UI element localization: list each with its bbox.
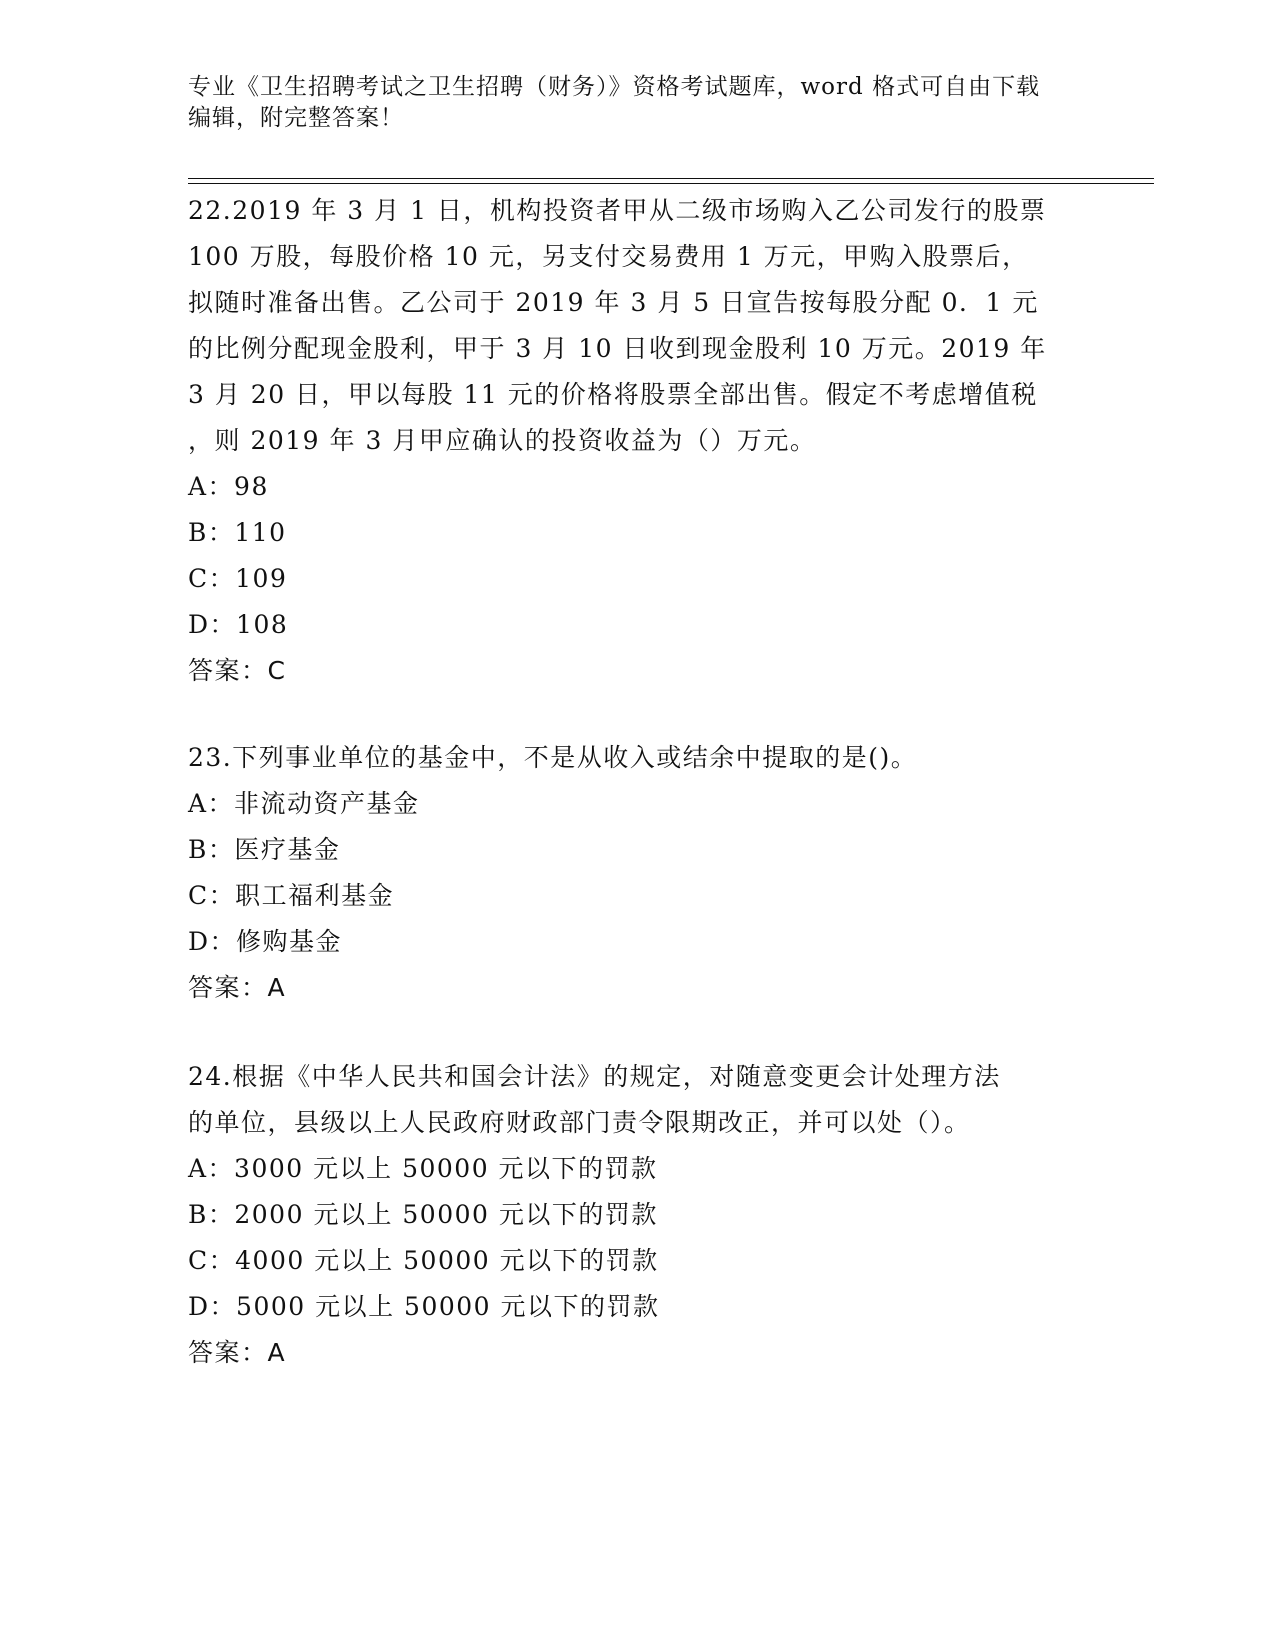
question-23 — [188, 735, 1088, 1011]
option-b: B：110 — [188, 518, 287, 547]
question-stem — [188, 188, 1088, 464]
option-a: A：3000 元以上 50000 元以下的罚款 — [188, 1154, 658, 1183]
question-stem — [188, 1054, 1088, 1146]
stem-line: 的比例分配现金股利，甲于 3 月 10 日收到现金股利 10 万元。2019 年 — [188, 334, 1047, 363]
header-divider-top — [188, 178, 1154, 179]
stem-line: 3 月 20 日，甲以每股 11 元的价格将股票全部出售。假定不考虑增值税 — [188, 380, 1038, 409]
option-a: A：非流动资产基金 — [188, 789, 420, 818]
answer-line: 答案：C — [188, 656, 287, 685]
stem-line: 拟随时准备出售。乙公司于 2019 年 3 月 5 日宣告按每股分配 0．1 元 — [188, 288, 1039, 317]
stem-line: 24.根据《中华人民共和国会计法》的规定，对随意变更会计处理方法 — [188, 1062, 1001, 1091]
answer-line: 答案：A — [188, 1338, 287, 1367]
header-line-1: 专业《卫生招聘考试之卫生招聘（财务）》资格考试题库，word 格式可自由下载 — [188, 74, 1041, 100]
stem-line: 23.下列事业单位的基金中，不是从收入或结余中提取的是()。 — [188, 743, 918, 772]
question-24 — [188, 1054, 1088, 1376]
option-c: C：109 — [188, 564, 288, 593]
option-d: D：修购基金 — [188, 927, 343, 956]
option-d: D：108 — [188, 610, 289, 639]
document-header — [188, 72, 1088, 134]
option-b: B：2000 元以上 50000 元以下的罚款 — [188, 1200, 658, 1229]
question-22 — [188, 188, 1088, 694]
stem-line: 22.2019 年 3 月 1 日，机构投资者甲从二级市场购入乙公司发行的股票 — [188, 196, 1047, 225]
option-c: C：职工福利基金 — [188, 881, 395, 910]
header-line-2: 编辑，附完整答案！ — [188, 105, 404, 131]
option-b: B：医疗基金 — [188, 835, 341, 864]
question-stem — [188, 735, 1088, 781]
header-divider-bottom — [188, 183, 1154, 184]
stem-line: ，则 2019 年 3 月甲应确认的投资收益为（）万元。 — [188, 426, 817, 455]
option-a: A：98 — [188, 472, 269, 501]
answer-line: 答案：A — [188, 973, 287, 1002]
stem-line: 的单位，县级以上人民政府财政部门责令限期改正，并可以处（）。 — [188, 1108, 971, 1137]
stem-line: 100 万股，每股价格 10 元，另支付交易费用 1 万元，甲购入股票后， — [188, 242, 1029, 271]
option-d: D：5000 元以上 50000 元以下的罚款 — [188, 1292, 660, 1321]
option-c: C：4000 元以上 50000 元以下的罚款 — [188, 1246, 659, 1275]
